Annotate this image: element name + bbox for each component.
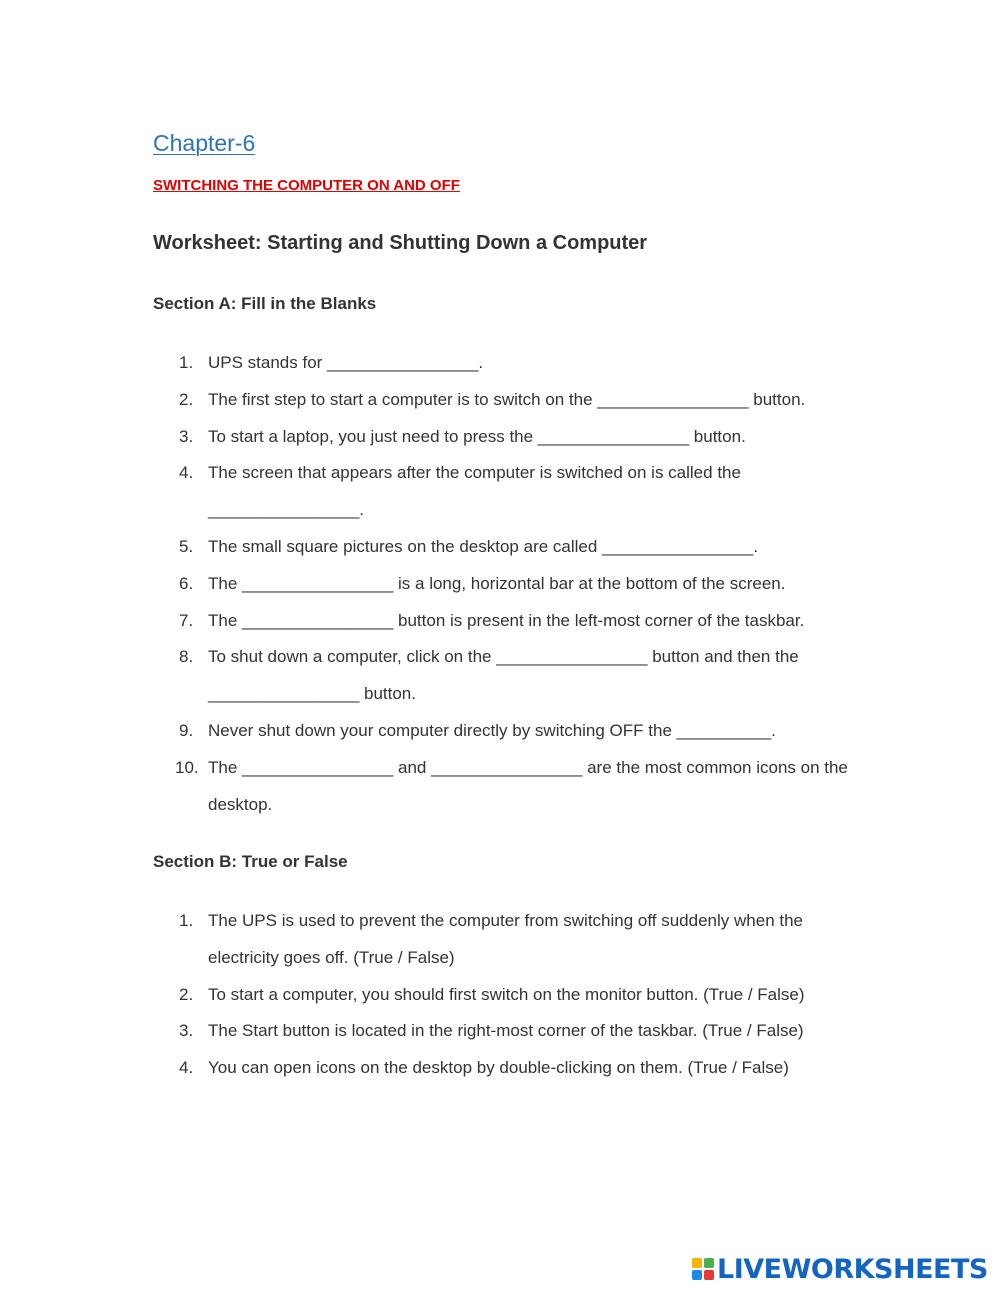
liveworksheets-logo [692, 1252, 988, 1286]
question-number: 1. [179, 911, 194, 930]
question-text: To shut down a computer, click on the ________________ button and then the ________________ button. [208, 647, 799, 704]
question-text: To start a computer, you should first switch on the monitor button. (True / False) [208, 984, 805, 1004]
question-text: The UPS is used to prevent the computer from switching off suddenly when the electricity goes off. (True / False) [208, 911, 803, 967]
question-number: 5. [179, 536, 194, 556]
question-number: 7. [179, 610, 194, 630]
worksheet-title: Worksheet: Starting and Shutting Down a Computer [153, 232, 648, 254]
question-text: The Start button is located in the right-most corner of the taskbar. (True / False) [208, 1021, 804, 1041]
question-text: The small square pictures on the desktop are called ________________. [208, 536, 759, 556]
question-text: The first step to start a computer is to switch on the ________________ button. [208, 389, 806, 409]
logo-square [692, 1258, 702, 1268]
logo-square [692, 1270, 702, 1280]
question-number: 4. [179, 1058, 194, 1078]
question-text: UPS stands for ________________. [208, 353, 484, 372]
question-number: 3. [179, 426, 194, 446]
list-item [0, 566, 848, 603]
chapter-subtitle: SWITCHING THE COMPUTER ON AND OFF [153, 177, 460, 194]
question-number: 1. [179, 353, 194, 372]
list-item [0, 1013, 848, 1050]
question-text: You can open icons on the desktop by double-clicking on them. (True / False) [208, 1058, 789, 1078]
question-text: The ________________ and ________________ are the most common icons on the desktop. [208, 757, 848, 814]
question-text: The screen that appears after the computer is switched on is called the ________________. [208, 463, 741, 520]
list-item [0, 977, 848, 1014]
question-number: 9. [179, 720, 194, 740]
list-item [0, 603, 848, 640]
logo-square [704, 1270, 714, 1280]
logo-square [704, 1258, 714, 1268]
section-a-heading: Section A: Fill in the Blanks [153, 294, 377, 313]
question-text: The ________________ is a long, horizontal bar at the bottom of the screen. [208, 573, 786, 593]
section-b-heading: Section B: True or False [153, 852, 348, 871]
list-item [0, 455, 848, 529]
logo-wordmark: LIVEWORKSHEETS [717, 1253, 988, 1285]
list-item [0, 345, 848, 382]
list-item [0, 382, 848, 419]
chapter-title: Chapter-6 [153, 130, 256, 156]
list-item [0, 903, 848, 977]
list-item [0, 713, 848, 750]
list-item [0, 419, 848, 456]
question-number: 2. [179, 389, 194, 409]
list-item [0, 1050, 868, 1087]
question-number: 6. [179, 573, 194, 593]
list-item [0, 639, 848, 713]
section-b-questions [0, 903, 1000, 1087]
list-item [0, 529, 848, 566]
question-text: To start a laptop, you just need to press the ________________ button. [208, 426, 746, 446]
question-text: The ________________ button is present in the left-most corner of the taskbar. [208, 610, 805, 630]
question-number: 4. [179, 463, 194, 483]
list-item [0, 750, 848, 824]
liveworksheets-mark-icon [692, 1258, 714, 1280]
question-number: 3. [179, 1021, 194, 1041]
question-text: Never shut down your computer directly by switching OFF the __________. [208, 720, 776, 740]
question-number: 2. [179, 984, 194, 1004]
section-a-questions [0, 345, 1000, 823]
question-number: 8. [179, 647, 194, 667]
question-number: 10. [175, 757, 199, 777]
